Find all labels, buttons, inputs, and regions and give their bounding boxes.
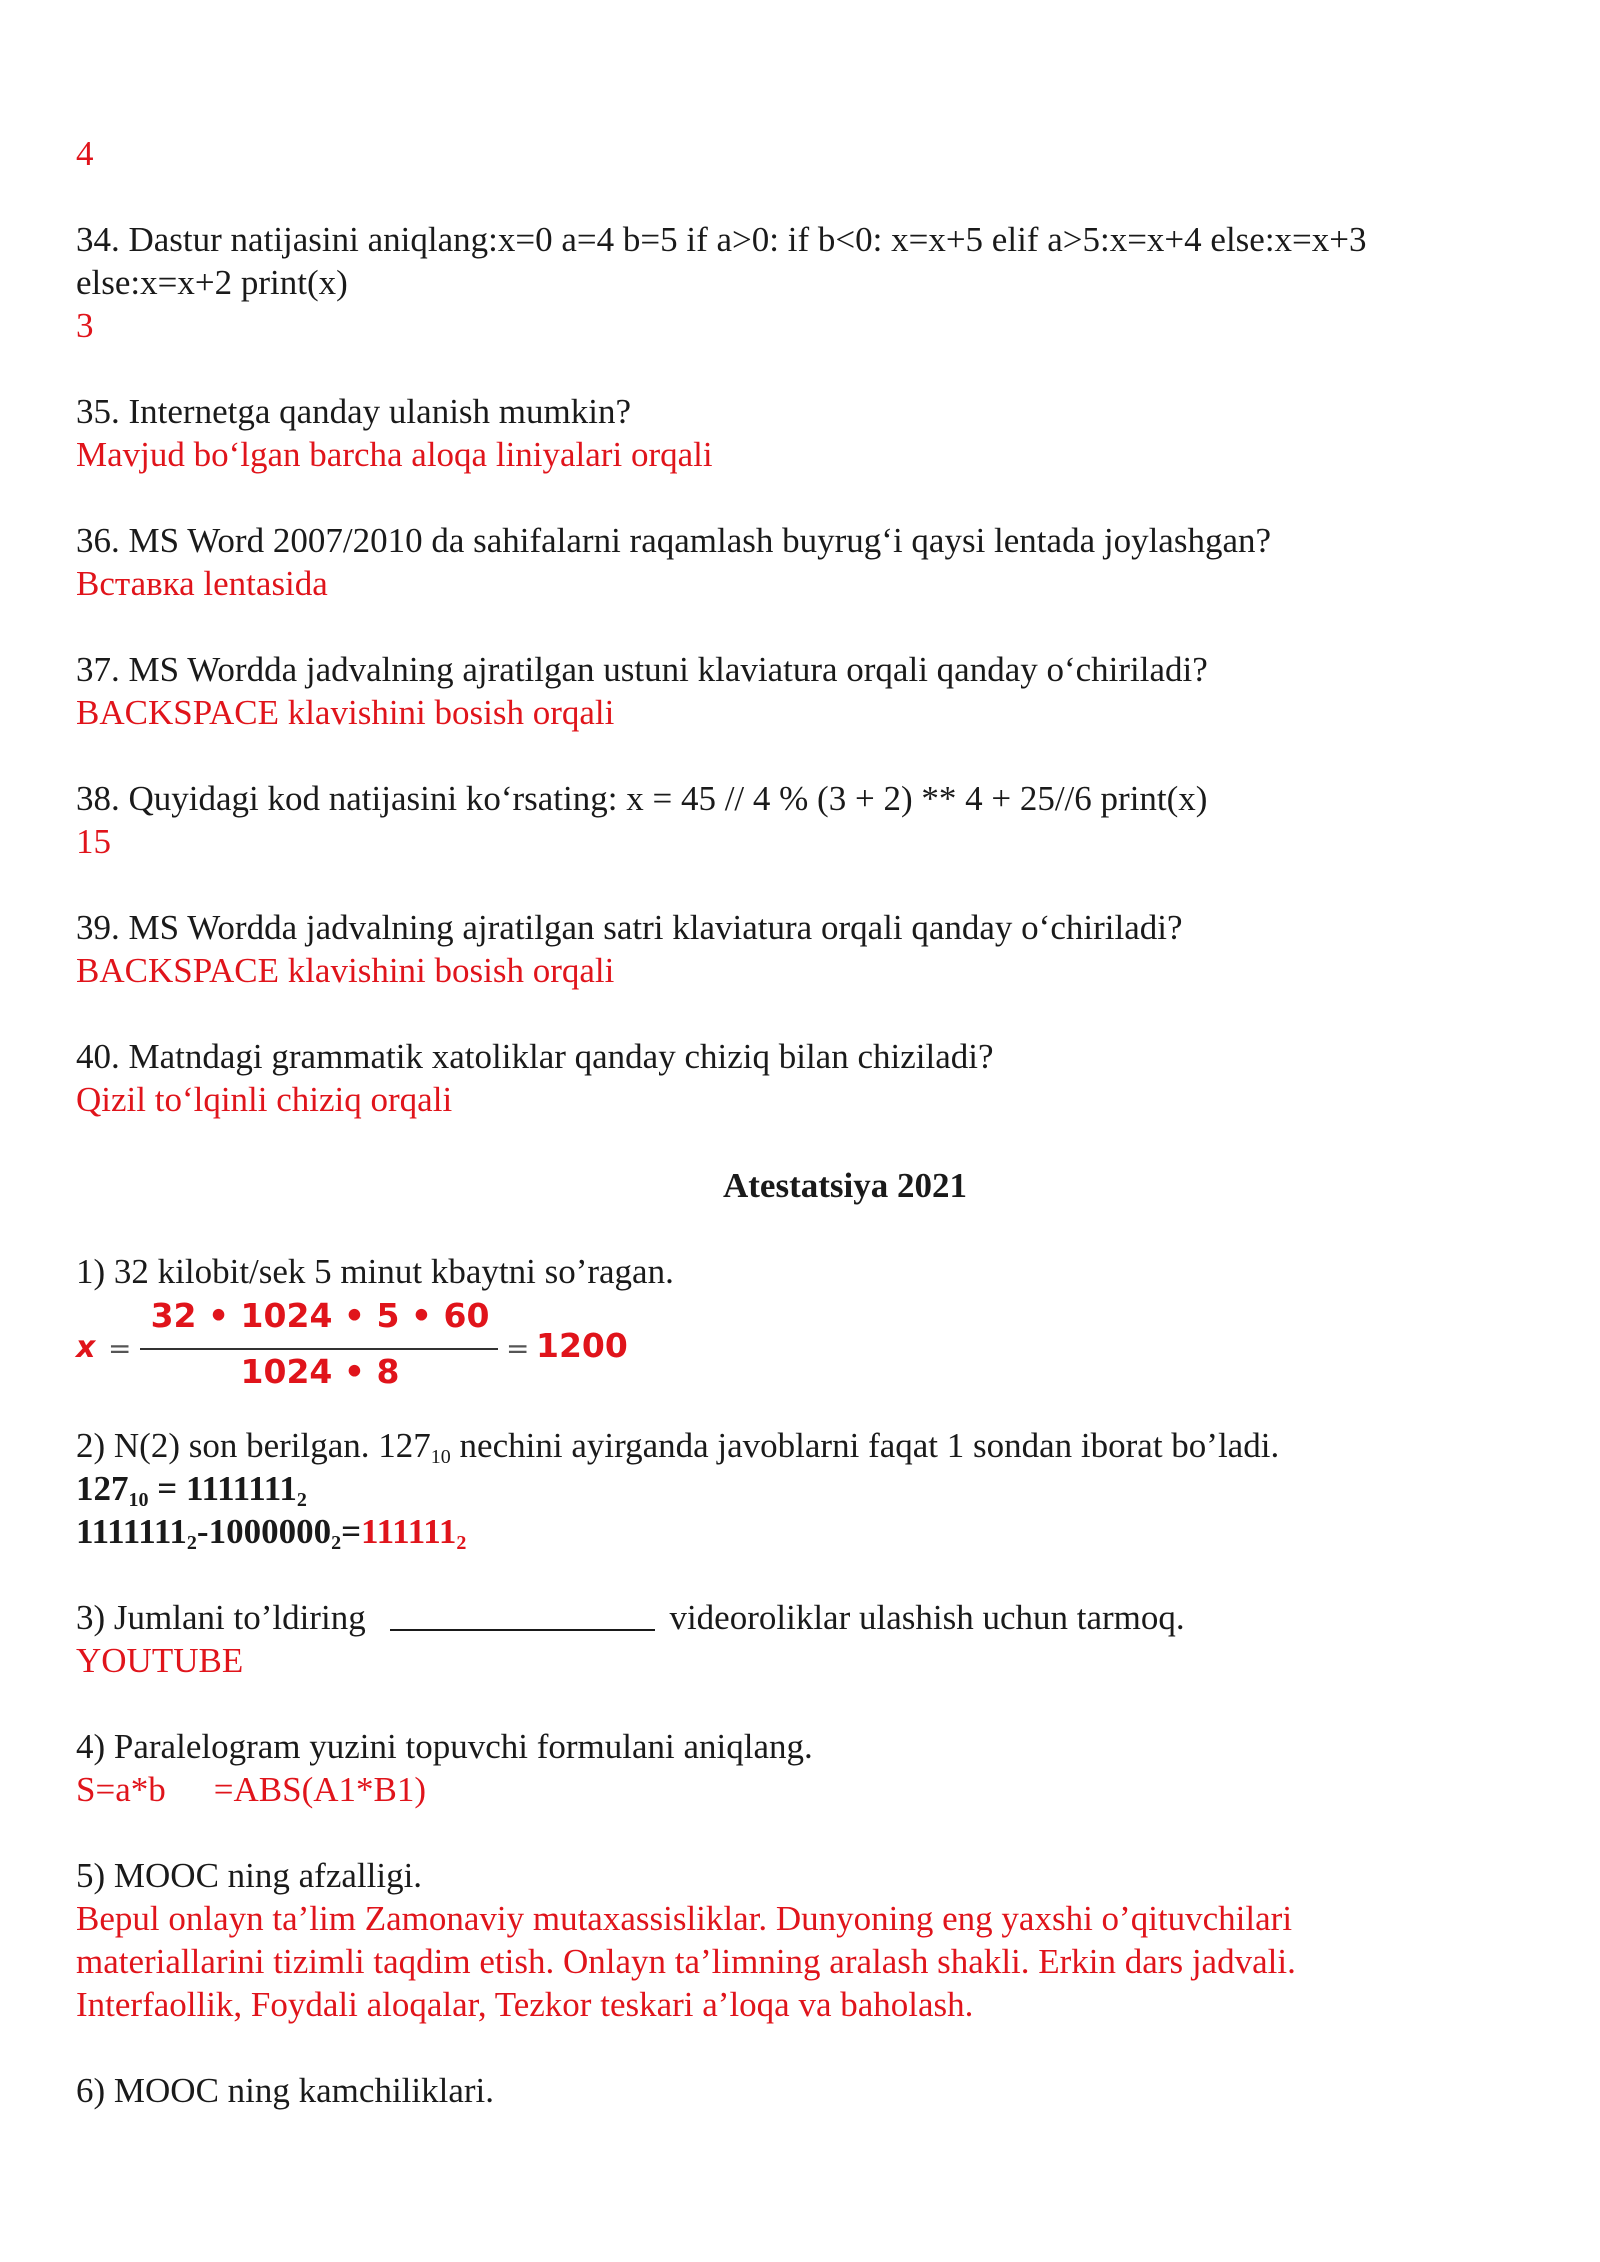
atest-answer-5-line-1: Bepul onlayn ta’lim Zamonaviy mutaxassisliklar. Dunyoning eng yaxshi o’qituvchilari	[76, 1899, 1293, 1938]
answer-39: BACKSPACE klavishini bosish orqali	[76, 951, 615, 990]
answer-37: BACKSPACE klavishini bosish orqali	[76, 693, 615, 732]
answer-33: 4	[76, 134, 94, 173]
atest-question-2: 2) N(2) son berilgan. $127_{10}$ nechini ayirganda javoblarni faqat 1 sondan iborat bo’ladi.	[76, 1426, 1280, 1468]
question-34-line-2: else:x=x+2 print(x)	[76, 263, 348, 302]
question-39: 39. MS Wordda jadvalning ajratilgan satri klaviatura orqali qanday o‘chiriladi?	[76, 908, 1183, 947]
atest-answer-3: YOUTUBE	[76, 1641, 244, 1680]
fraction-bar	[140, 1348, 498, 1350]
question-40: 40. Matndagi grammatik xatoliklar qanday chiziq bilan chiziladi?	[76, 1037, 994, 1076]
question-34-line-1: 34. Dastur natijasini aniqlang:x=0 a=4 b=5 if a>0: if b<0: x=x+5 elif a>5:x=x+4 else:x=x+3	[76, 220, 1367, 259]
question-35: 35. Internetga qanday ulanish mumkin?	[76, 392, 631, 431]
atest-answer-5-line-3: Interfaollik, Foydali aloqalar, Tezkor teskari a’loqa va baholash.	[76, 1985, 974, 2024]
formula-result: 1200	[536, 1326, 628, 1365]
atest-question-4: 4) Paralelogram yuzini topuvchi formulani aniqlang.	[76, 1727, 813, 1766]
answer-38: 15	[76, 822, 111, 861]
atest-question-3: 3) Jumlani to’ldiring videoroliklar ulashish uchun tarmoq.	[76, 1598, 1185, 1637]
answer-36: Вставка lentasida	[76, 564, 328, 603]
question-37: 37. MS Wordda jadvalning ajratilgan ustuni klaviatura orqali qanday o‘chiriladi?	[76, 650, 1208, 689]
formula-equals-sign: =	[108, 1332, 132, 1365]
answer-40: Qizil to‘lqinli chiziq orqali	[76, 1080, 453, 1119]
formula-variable: x	[76, 1330, 96, 1365]
question-38: 38. Quyidagi kod natijasini ko‘rsating: x = 45 // 4 % (3 + 2) ** 4 + 25//6 print(x)	[76, 779, 1208, 818]
formula-numerator: 32 • 1024 • 5 • 60	[150, 1296, 490, 1335]
formula-denominator: 1024 • 8	[240, 1352, 400, 1391]
answer-35: Mavjud bo‘lgan barcha aloqa liniyalari orqali	[76, 435, 713, 474]
formula-equals-sign-2: =	[506, 1332, 530, 1365]
section-heading: Atestatsiya 2021	[723, 1166, 967, 1205]
formula-fraction	[76, 1296, 628, 1396]
answer-34: 3	[76, 306, 94, 345]
atest-question-1: 1) 32 kilobit/sek 5 minut kbaytni so’ragan.	[76, 1252, 674, 1291]
atest-question-5: 5) MOOC ning afzalligi.	[76, 1856, 423, 1895]
atest-question-6: 6) MOOC ning kamchiliklari.	[76, 2071, 495, 2110]
atest-answer-2-line-2: $1111111_2-1000000_2=111111_2$	[76, 1512, 467, 1554]
question-36: 36. MS Word 2007/2010 da sahifalarni raqamlash buyrug‘i qaysi lentada joylashgan?	[76, 521, 1272, 560]
atest-answer-2-line-1: $127_{10} = 1111111_2$	[76, 1469, 307, 1511]
atest-answer-4: S=a*b =ABS(A1*B1)	[76, 1770, 427, 1809]
fill-in-blank	[390, 1599, 655, 1631]
atest-answer-5-line-2: materiallarini tizimli taqdim etish. Onlayn ta’limning aralash shakli. Erkin dars jadvali.	[76, 1942, 1296, 1981]
